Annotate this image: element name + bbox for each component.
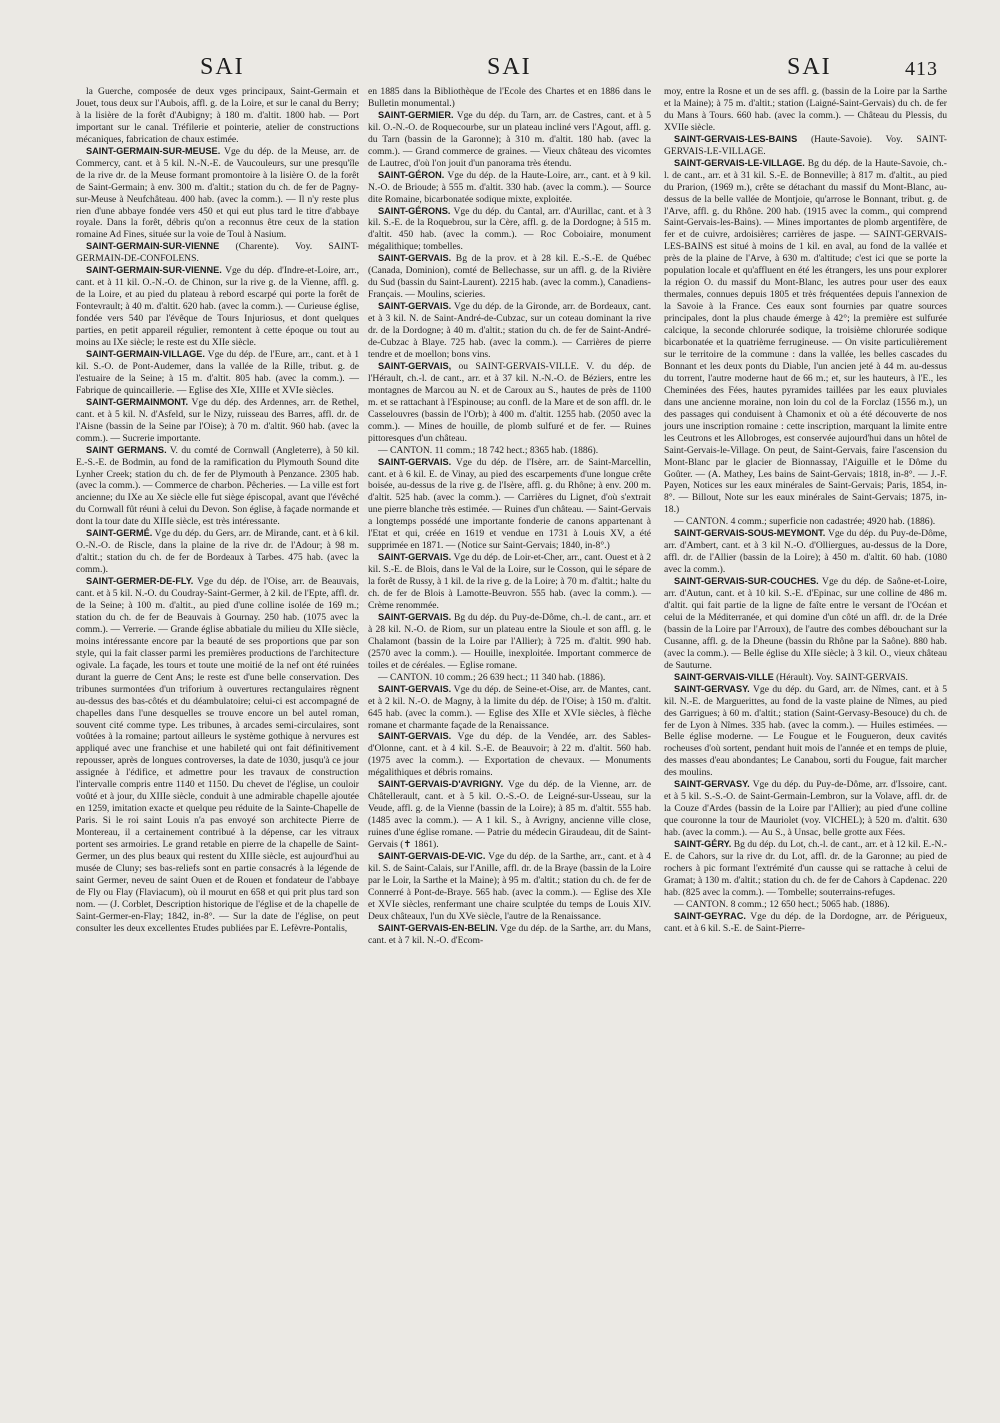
entry-text: Vge du dép. de la Sarthe, arr. du Mans, cant. et à 7 kil. N.-O. d'Ecom- [368, 922, 651, 946]
dictionary-entry [368, 552, 651, 612]
dictionary-entry [368, 253, 651, 301]
entry-headword: SAINT-GERMIER. [378, 109, 454, 120]
entry-text: Bg de la prov. et à 28 kil. E.-S.-E. de Québec (Canada, Dominion), comté de Bellechasse, sur un affl. g. de la Rivière du Sud (bassin du Saint-Laurent). 2215 hab. (avec la comm.), Canadiens-Français. — Moulins, scieries. [368, 253, 651, 301]
dictionary-entry [368, 731, 651, 779]
entry-headword: SAINT-GÉRY. [674, 839, 732, 850]
dictionary-entry [76, 445, 359, 529]
column-2 [368, 86, 651, 947]
dictionary-entry [368, 779, 651, 851]
dictionary-entry [368, 110, 651, 170]
entry-headword: SAINT-GERVAIS-D'AVRIGNY. [378, 779, 504, 790]
entry-headword: SAINT-GERVAIS-DE-VIC. [378, 851, 486, 861]
running-head-left: SAI [200, 54, 245, 80]
dictionary-entry [368, 170, 651, 206]
dictionary-entry [664, 684, 947, 780]
entry-text: Vge du dép. du Tarn, arr. de Castres, cant. et à 5 kil. O.-N.-O. de Roquecourbe, sur un plateau incliné vers l'Agout, affl. g. du Tarn (bassin de la Garonne); à 310 m. d'altit. 180 hab. (avec la comm.). — Grand commerce de graines. — Vieux château des vicomtes de Lautrec, d'où l'on jouit d'un panorama très étendu. [368, 109, 651, 169]
entry-text: (Charente). Voy. SAINT-GERMAIN-DE-CONFOLENS. [76, 241, 359, 265]
page-number: 413 [905, 58, 938, 80]
entry-text: Vge du dép. des Ardennes, arr. de Rethel, cant. et à 5 kil. N. d'Asfeld, sur le Nizy, ruisseau des Barres, affl. dr. de l'Aisne (bassin de la Seine par l'Oise); à 70 m. d'altit. 960 hab. (avec la comm.). — Sucrerie importante. [76, 396, 359, 444]
entry-text: Vge du dép. de la Vendée, arr. des Sables-d'Olonne, cant. et à 4 kil. S.-E. de Beauvoir; à 22 m. d'altit. 560 hab. (1975 avec la comm.). — Exportation de chevaux. — Monuments mégalithiques et débris romains. [368, 731, 651, 779]
entry-text: — CANTON. 4 comm.; superficie non cadastrée; 4920 hab. (1886). [674, 516, 936, 528]
entry-text: Vge du dép. du Cantal, arr. d'Aurillac, cant. et à 3 kil. S.-E. de la Roquebrou, sur la Cère, affl. g. de la Dordogne; à 515 m. d'altit. 450 hab. (avec la comm.). — Roc Coboiaire, monument mégalithique; tombelles. [368, 205, 651, 253]
dictionary-entry [368, 851, 651, 923]
dictionary-entry [664, 134, 947, 158]
entry-headword: SAINT-GÉRONS. [378, 205, 451, 216]
entry-headword: SAINT-GERMAIN-SUR-MEUSE. [86, 145, 221, 156]
entry-headword: SAINT-GERVASY. [674, 779, 750, 790]
entry-headword: SAINT-GERVAIS. [378, 731, 452, 742]
entry-text: — CANTON. 8 comm.; 12 650 hect.; 5065 hab. (1886). [674, 898, 890, 910]
entry-text: Vge du dép. du Puy-de-Dôme, arr. d'Ambert, cant. et à 3 kil N.-O. d'Olliergues, au-dessus de la Dore, affl. dr. de l'Allier (bassin de la Loire); à 450 m. d'altit. 60 hab. (1080 avec la comm.). [664, 528, 947, 576]
dictionary-entry [76, 349, 359, 397]
dictionary-entry [664, 911, 947, 935]
entry-headword: SAINT GERMANS. [86, 444, 167, 455]
dictionary-entry [368, 457, 651, 553]
entry-headword: SAINT-GERMAINMONT. [86, 396, 189, 407]
entry-headword: SAINT-GERVAIS, [378, 360, 452, 371]
dictionary-entry [76, 397, 359, 445]
dictionary-entry [368, 612, 651, 672]
entry-text: Vge du dép. de l'Eure, arr., cant. et à 1 kil. S.-O. de Pont-Audemer, dans la vallée de la Rille, tribut. g. de l'estuaire de la Seine; à 15 m. d'altit. 805 hab. (avec la comm.). — Fabrique de quincaillerie. — Eglise des XIe, XIIIe et XVIe siècles. [76, 348, 359, 396]
entry-text: ou SAINT-GERVAIS-VILLE. V. du dép. de l'Hérault, ch.-l. de cant., arr. et à 37 kil. N.-N.-O. de Béziers, entre les montagnes de Marcou au N. et de Caroux au S., hautes de près de 1100 m. et se rattachant à l'Espinouse; au confl. de la Mare et de son affl. dr. le Casselouvres (bassin de l'Orb); à 400 m. d'altit. 1255 hab. (2050 avec la comm.). — Mines de houille, de plomb sulfuré et de fer. — Ruines pittoresques d'un château. [368, 360, 651, 444]
entry-text: — CANTON. 10 comm.; 26 639 hect.; 11 340 hab. (1886). [378, 671, 606, 683]
entry-headword: SAINT-GERMÉ. [86, 528, 153, 539]
entry-text: Vge du dép. de Loir-et-Cher, arr., cant. Ouest et à 2 kil. S.-E. de Blois, dans le Val de la Loire, sur le Cosson, qui le sépare de la forêt de Russy, à 1 kil. de la rive g. de la Loire; à 70 m. d'altit.; halte du ch. de fer de Blois à Lamotte-Beuvron. 555 hab. (avec la comm.). — Crème renommée. [368, 552, 651, 611]
entry-text: Vge du dép. de la Dordogne, arr. de Périgueux, cant. et à 6 kil. S.-E. de Saint-Pierre- [664, 910, 947, 934]
dictionary-entry [76, 146, 359, 242]
dictionary-entry [664, 839, 947, 899]
dictionary-entry [368, 923, 651, 947]
entry-headword: SAINT-GERVAIS-SOUS-MEYMONT. [674, 528, 826, 539]
entry-headword: SAINT-GERVAIS. [378, 301, 452, 312]
dictionary-entry [76, 528, 359, 576]
dictionary-entry [664, 516, 947, 528]
dictionary-entry [76, 86, 359, 146]
entry-text: la Guerche, composée de deux vges principaux, Saint-Germain et Jouet, tous deux sur l'Aubois, affl. g. de la Loire, et sur le canal du Berry; à la lisière de la forêt d'Aubigny; à 180 m. d'altit. 1800 hab. — Port important sur le canal. Tréfilerie et pointerie, atelier de constructions mécaniques, fabrication de chaux estimée. [76, 86, 359, 145]
entry-headword: SAINT-GERVAIS-LE-VILLAGE. [674, 157, 805, 168]
entry-headword: SAINT-GERVASY. [674, 683, 750, 694]
dictionary-entry [368, 445, 651, 457]
entry-text: Vge du dép. de la Meuse, arr. de Commercy, cant. et à 5 kil. N.-N.-E. de Vaucouleurs, sur une presqu'île de la rive dr. de la Meuse formant promontoire à la lisière O. de la forêt de Saint-Germain; à env. 300 m. d'altit.; station du ch. de fer de Pagny-sur-Meuse à Neufchâteau. 400 hab. (avec la comm.). — Il n'y reste plus rien d'une abbaye fondée vers 450 et qui eut plus tard le titre d'abbaye royale. Dans la forêt, débris qu'on a reconnus être ceux de la station romaine Ad Fines, située sur la voie de Toul à Nasium. [76, 145, 359, 241]
entry-headword: SAINT-GERVAIS. [378, 683, 452, 694]
column-3 [664, 86, 947, 935]
dictionary-entry [664, 86, 947, 134]
entry-text: Vge du dép. de la Gironde, arr. de Bordeaux, cant. et à 3 kil. N. de Saint-André-de-Cubzac, sur un coteau dominant la rive dr. de la Dordogne; à 40 m. d'altit.; station du ch. de fer de Saint-André-de-Cubzac à Blaye. 725 hab. (avec la comm.). — Carrières de pierre tendre et de moellon; bons vins. [368, 301, 651, 360]
entry-text: Vge du dép. de Saône-et-Loire, arr. d'Autun, cant. et à 10 kil. S.-E. d'Epinac, sur une colline de 486 m. d'altit. qui fait partie de la ligne de faîte entre le versant de l'Océan et celui de la Méditerranée, et qui domine d'un côté un affl. dr. de la Drée (bassin de la Loire par l'Arroux), de l'autre des combes débouchant sur la Cusanne, affl. g. de la Dheune (bassin du Rhône par la Saône). 880 hab. (avec la comm.). — Belle église du XIIe siècle; à 3 kil. O., vieux château de Sauturne. [664, 576, 947, 671]
entry-headword: SAINT-GERMAIN-VILLAGE. [86, 348, 205, 359]
entry-text: Vge du dép. du Gard, arr. de Nîmes, cant. et à 5 kil. N.-E. de Marguerittes, au fond de la vaste plaine de Nîmes, au pied des Garrigues; à 60 m. d'altit.; station (Saint-Gervasy-Besouce) du ch. de fer de Lyon à Nîmes. 335 hab. (avec la comm.). — Huiles estimées. — Belle église moderne. — Le Fougue et le Fougueron, deux cavités rocheuses d'où sortent, pendant huit mois de l'année et en temps de pluie, des masses d'eau abondantes; Le Canabou, sorti du Fougue, fait marcher des moulins. [664, 683, 947, 779]
dictionary-entry [368, 86, 651, 110]
dictionary-entry [76, 265, 359, 349]
entry-text: Vge du dép. de Seine-et-Oise, arr. de Mantes, cant. et à 2 kil. N.-O. de Magny, à la limite du dép. de l'Oise; à 150 m. d'altit. 645 hab. (avec la comm.). — Eglise des XIIe et XVIe siècles, à flèche romane et charmante façade de la Renaissance. [368, 683, 651, 731]
dictionary-entry [368, 672, 651, 684]
entry-text: (Hérault). Voy. SAINT-GERVAIS. [773, 671, 908, 683]
entry-text: — CANTON. 11 comm.; 18 742 hect.; 8365 hab. (1886). [378, 444, 599, 456]
dictionary-entry [664, 576, 947, 672]
entry-headword: SAINT-GERMAIN-SUR-VIENNE. [86, 265, 222, 276]
entry-text: Vge du dép. de la Haute-Loire, arr., cant. et à 9 kil. N.-O. de Brioude; à 555 m. d'altit. 330 hab. (avec la comm.). — Source dite Romaine, bicarbonatée sodique mixte, exploitée. [368, 169, 651, 205]
entry-text: V. du comté de Cornwall (Angleterre), à 50 kil. E.-S.-E. de Bodmin, au fond de la ramification du Plymouth Sound dite Lynher Creek; station du ch. de fer de Plymouth à Penzance. 2305 hab. (avec la comm.). — Commerce de charbon. Pêcheries. — La ville est fort ancienne; du IXe au Xe siècle elle fut siège épiscopal, avant que l'évêché du Cornwall fût réuni à celui du Devon. Son église, à façade normande et dont la tour date du XIIIe siècle, est très intéressante. [76, 444, 359, 528]
running-head-center: SAI [487, 54, 532, 80]
entry-text: (Haute-Savoie). Voy. SAINT-GERVAIS-LE-VILLAGE. [664, 133, 947, 157]
entry-text: Vge du dép. d'Indre-et-Loire, arr., cant. et à 11 kil. O.-N.-O. de Chinon, sur la rive g. de la Vienne, affl. g. de la Loire, et au pied du plateau à rebord escarpé qui porte la forêt de Fontevrault; à 40 m. d'altit. 620 hab. (avec la comm.). — Curieuse église, fondée vers 540 par l'évêque de Tours Injuriosus, et dont quelques parties, en petit appareil régulier, remontent à cette époque ou tout au moins au IXe siècle; le reste est du XIIe siècle. [76, 265, 359, 349]
dictionary-entry [76, 241, 359, 265]
entry-text: Bg du dép. du Lot, ch.-l. de cant., arr. et à 12 kil. E.-N.-E. de Cahors, sur la rive dr. du Lot, affl. dr. de la Garonne; au pied de rochers à pic formant l'extrémité d'un causse qui se rattache à celui de Gramat; à 130 m. d'altit.; station du ch. de fer de Cahors à Capdenac. 220 hab. (825 avec la comm.). — Tombelle; souterrains-refuges. [664, 839, 947, 898]
dictionary-entry [368, 206, 651, 254]
entry-text: Vge du dép. du Puy-de-Dôme, arr. d'Issoire, cant. et à 5 kil. S.-S.-O. de Saint-Germain-Lembron, sur la Volave, affl. dr. de la Couze d'Ardes (bassin de la Loire par l'Allier); au pied d'une colline que couronne la tour de Mauriolet (voy. VICHEL); à 520 m. d'altit. 630 hab. (avec la comm.). — Au S., à Unsac, belle grotte aux Fées. [664, 779, 947, 839]
dictionary-entry [368, 361, 651, 445]
entry-text: Vge du dép. du Gers, arr. de Mirande, cant. et à 6 kil. O.-N.-O. de Riscle, dans la plaine de la rive dr. de l'Adour; à 98 m. d'altit.; station du ch. de fer de Bordeaux à Tarbes. 475 hab. (avec la comm.). [76, 528, 359, 576]
entry-headword: SAINT-GERVAIS-LES-BAINS [674, 133, 798, 144]
dictionary-entry [664, 158, 947, 517]
entry-headword: SAINT-GERVAIS. [378, 552, 452, 563]
entry-headword: SAINT-GERVAIS-VILLE [674, 671, 774, 682]
running-head-right: SAI [787, 54, 832, 80]
entry-headword: SAINT-GERVAIS. [378, 456, 452, 467]
entry-headword: SAINT-GERMER-DE-FLY. [86, 576, 194, 587]
entry-headword: SAINT-GERVAIS-SUR-COUCHES. [674, 576, 819, 587]
entry-text: Vge du dép. de l'Isère, arr. de Saint-Marcellin, cant. et à 6 kil. E. de Vinay, au pied des escarpements d'une longue crête boisée, au-dessus de la rive g. de l'Isère, affl. g. du Rhône; à env. 200 m. d'altit. 525 hab. (avec la comm.). — Carrières du Lignet, d'où s'extrait une pierre blanche très estimée. — Ruines d'un château. — Saint-Gervais a longtemps possédé une importante fonderie de canons appartenant à l'Etat et qui, créée en 1619 et vendue en 1731 à Louis XV, a été supprimée en 1871. — (Notice sur Saint-Gervais; 1840, in-8°.) [368, 456, 651, 552]
dictionary-entry [664, 528, 947, 576]
dictionary-entry [368, 301, 651, 361]
entry-text: Bg du dép. du Puy-de-Dôme, ch.-l. de cant., arr. et à 28 kil. N.-O. de Riom, sur un plateau entre la Sioule et son affl. g. le Chalamont (bassin de la Loire par l'Allier); à 725 m. d'altit. 990 hab. (2570 avec la comm.). — Houille, inexploitée. Important commerce de toiles et de céréales. — Eglise romane. [368, 611, 651, 671]
dictionary-entry [664, 899, 947, 911]
entry-text: Vge du dép. de la Vienne, arr. de Châtellerault, cant. et à 5 kil. O.-S.-O. de Leigné-sur-Usseau, sur la Veude, affl. g. de la Vienne (bassin de la Loire); à 85 m. d'altit. 555 hab. (1485 avec la comm.). — A 1 kil. S., à Avrigny, ancienne ville close, ruines d'une église romane. — Patrie du médecin Giraudeau, dit de Saint-Gervais (✝ 1861). [368, 779, 651, 851]
entry-text: Vge du dép. de la Sarthe, arr., cant. et à 4 kil. S. de Saint-Calais, sur l'Anille, affl. dr. de la Braye (bassin de la Loire par le Loir, la Sarthe et la Maine); à 95 m. d'altit.; station du ch. de fer de Connerré à Pont-de-Braye. 565 hab. (avec la comm.). — Eglise des XIe et XVIe siècles, renfermant une chaire sculptée du temps de Louis XIV. Deux châteaux, l'un du XVe siècle, l'autre de la Renaissance. [368, 851, 651, 922]
dictionary-entry [664, 779, 947, 839]
entry-text: en 1885 dans la Bibliothèque de l'Ecole des Chartes et en 1886 dans le Bulletin monumental.) [368, 86, 651, 109]
entry-headword: SAINT-GERVAIS-EN-BELIN. [378, 922, 498, 933]
entry-text: moy, entre la Rosne et un de ses affl. g. (bassin de la Loire par la Sarthe et la Maine); à 75 m. d'altit.; station (Laigné-Saint-Gervais) du ch. de fer du Mans à Tours. 660 hab. (avec la comm.). — Château du Plessis, du XVIIe siècle. [664, 86, 947, 133]
entry-headword: SAINT-GÉRON. [378, 169, 445, 180]
dictionary-entry [368, 684, 651, 732]
entry-headword: SAINT-GEYRAC. [674, 910, 746, 921]
entry-headword: SAINT-GERVAIS. [378, 253, 452, 264]
column-1 [76, 86, 359, 935]
entry-headword: SAINT-GERVAIS. [378, 611, 452, 622]
entry-text: Bg du dép. de la Haute-Savoie, ch.-l. de cant., arr. et à 31 kil. S.-E. de Bonneville; à 817 m. d'altit., au pied du Prarion, (1969 m.), crête se détachant du massif du Mont-Blanc, au-dessus de la belle vallée de Montjoie, qu'arrose le Bonnant, tribut. g. de l'Arve, affl. g. du Rhône. 200 hab. (1915 avec la comm., qui comprend Saint-Gervais-les-Bains). — Mines importantes de plomb argentifère, de fer et de cuivre, ardoisières; carrières de jaspe. — SAINT-GERVAIS-LES-BAINS est situé à moins de 1 kil. en aval, au fond de la vallée et près de la plaine de l'Arve, à 630 m. d'altitude; c'est ici que se porte la population locale et qu'affluent en été les étrangers, les uns pour explorer la région O. du massif du Mont-Blanc, les autres pour user des eaux thermales, connues depuis 1805 et très fréquentées depuis l'annexion de la Savoie à la France. Ces eaux sont fournies par quatre sources principales, dont la plus chaude émerge à 42°; la première est sulfurée calcique, la seconde chlorurée sodique, la troisième chlorurée sodique bicarbonatée et la quatrième ferrugineuse. — On visite particulièrement sur le territoire de la commune : dans la vallée, les belles cascades du Bonnant et les deux ponts du Diable, l'un ancien jeté à 44 m. au-dessus du torrent, l'autre moderne haut de 66 m.; et, sur les hauteurs, à l'E., les Cheminées des Fées, hautes pyramides taillées par les eaux pluviales dans une ancienne moraine, non loin du col de la Forclaz (1556 m.), un des passages qui conduisent à Chamonix et où a été découverte de nos jours une inscription romaine : cette inscription, marquant la limite entre les Ceutrons et les Allobroges, est conservée aujourd'hui dans un hôtel de Saint-Gervais-le-Village. On peut, de Saint-Gervais, faire l'ascension du Mont-Blanc par le glacier de Bionnassay, l'Aiguille et le Dôme du Goûter. — (A. Mathey, Les bains de Saint-Gervais; 1818, in-8°. — J.-F. Payen, Notices sur les eaux minérales de Saint-Gervais; Paris, 1854, in-8°. — Billout, Note sur les eaux minérales de Saint-Gervais; 1875, in-18.) [664, 157, 947, 516]
entry-text: Vge du dép. de l'Oise, arr. de Beauvais, cant. et à 5 kil. N.-O. du Coudray-Saint-Germer, à 2 kil. de l'Epte, affl. dr. de la Seine; à 100 m. d'altit., au pied d'une colline isolée de 169 m.; station du ch. de fer de Beauvais à Gournay. 250 hab. (1075 avec la comm.). — Verrerie. — Grande église abbatiale du milieu du XIIe siècle, moins intéressante encore par la beauté de ses proportions que par son style, qui la fait classer parmi les premières productions de l'architecture ogivale. La façade, les tours et toute une moitié de la nef ont été ruinées durant la guerre de Cent Ans; le reste est d'une belle conservation. Des tribunes surmontées d'un triforium à ouvertures rectangulaires règnent au-dessus des bas-côtés et du déambulatoire; celui-ci est accompagné de chapelles dans l'une desquelles se trouve encore un bel autel roman, souvent cité comme type. Les tribunes, à arcades semi-circulaires, sont voûtées à la romaine; partout ailleurs le système gothique à nervures est appliqué avec une franchise et une habileté qui ont fait définitivement repousser, après de longues controverses, la date de 1030, jusqu'à ce jour assignée à l'édifice, et admettre pour les travaux de construction l'intervalle compris entre 1140 et 1150. Du chevet de l'église, un couloir voûté et à jour, du XIIIe siècle, conduit à une admirable chapelle ajoutée en 1259, imitation exacte et quelque peu réduite de la Sainte-Chapelle de Paris. Si le roi saint Louis n'a pas envoyé son architecte Pierre de Montereau, il a certainement contribué à la dépense, car les vitraux portent ses armoiries. Le grand retable en pierre de la chapelle de Saint-Germer, un des plus beaux qui restent du XIIIe siècle, est aujourd'hui au musée de Cluny; ses bas-reliefs sont en partie consacrés à la légende de saint Germer, neveu de saint Ouen et de Rouen et fondateur de l'abbaye de Fly ou Flay (Flaviacum), où il mourut en 658 et qui prit plus tard son nom. — (J. Corblet, Description historique de l'église et de la chapelle de Saint-Germer-en-Flay; 1842, in-8°. — Sur la date de l'église, on peut consulter les deux excellentes Etudes publiées par E. Lefèvre-Pontalis, [76, 576, 359, 934]
dictionary-entry [664, 672, 947, 684]
dictionary-entry [76, 576, 359, 935]
entry-headword: SAINT-GERMAIN-SUR-VIENNE [86, 241, 220, 252]
